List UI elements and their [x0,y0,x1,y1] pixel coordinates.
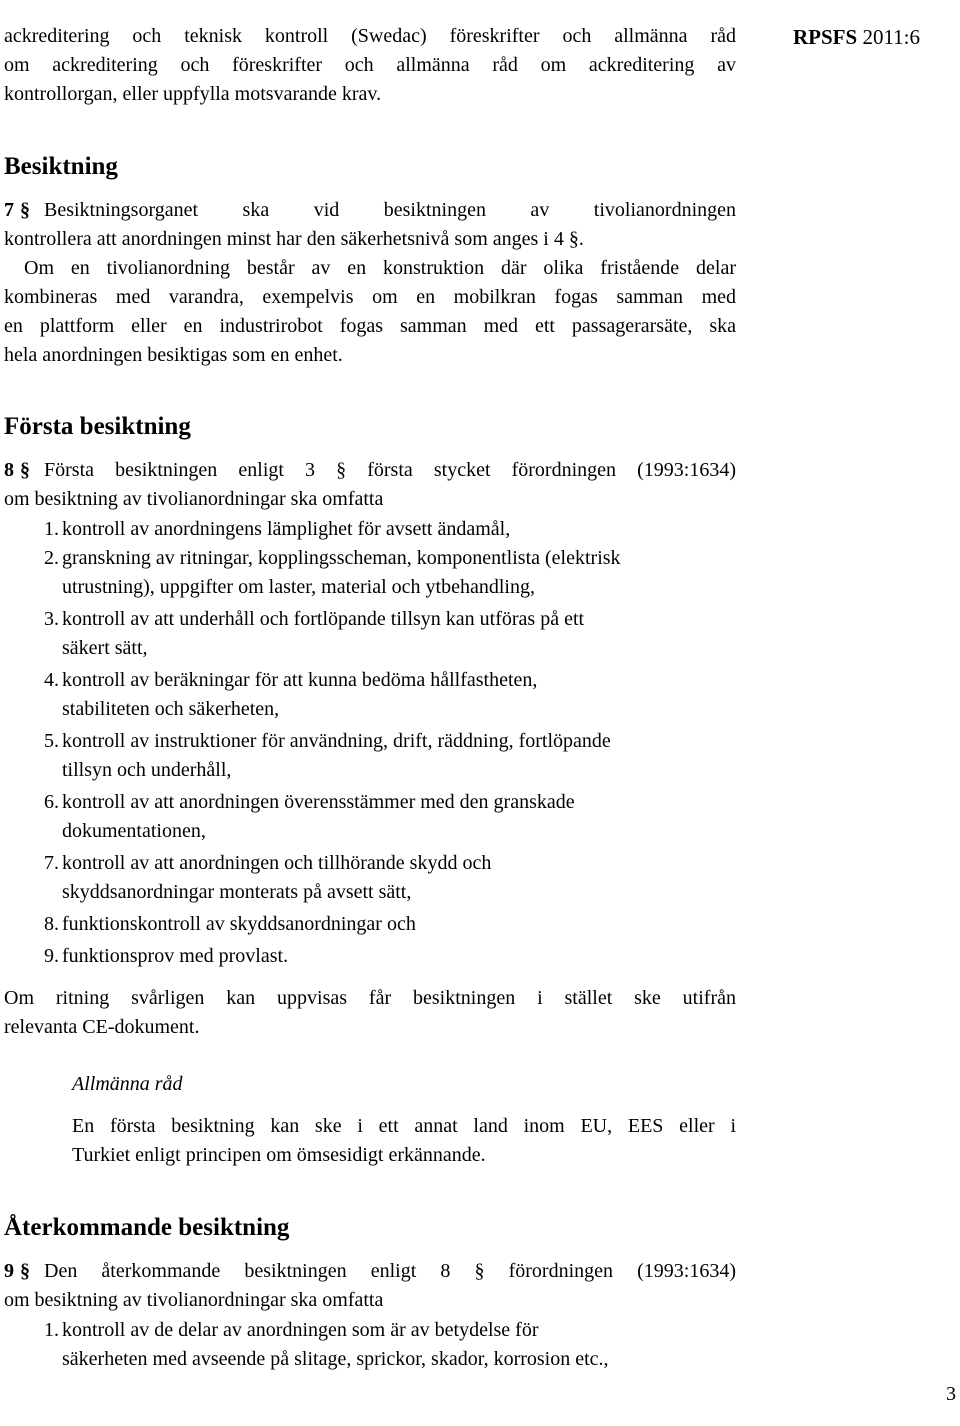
intro-line: kontrollorgan, eller uppfylla motsvarande krav. [4,83,382,105]
paragraph-line: kontrollera att anordningen minst har den säkerhetsnivå som anges i 4 §. [4,228,584,250]
list-item: 2. granskning av ritningar, kopplingsscheman, komponentlista (elektrisk utrustning), uppgifter om laster, material och ytbehandling, [44,547,621,598]
paragraph-sign: § [20,199,30,221]
list-item: 3. kontroll av att underhåll och fortlöpande tillsyn kan utföras på ett säkert sätt, [44,608,585,659]
section-heading-aterkommande-besiktning: Återkommande besiktning [4,1214,290,1241]
list-item: 4. kontroll av beräkningar för att kunna bedöma hållfastheten, stabiliteten och säkerheten, [44,669,538,720]
paragraph-line [4,456,736,485]
paragraph-line [4,1257,736,1286]
page-number: 3 [946,1383,956,1405]
general-advice-paragraph [72,1112,736,1170]
list-item: 1. kontroll av de delar av anordningen som är av betydelse för säkerheten med avseende på slitage, sprickor, skador, korrosion etc., [44,1319,609,1370]
list-item: 7. kontroll av att anordningen och tillhörande skydd och skyddsanordningar monterats på avsett sätt, [44,852,492,903]
list-item: 9. funktionsprov med provlast. [44,945,289,967]
document-id [793,22,920,52]
intro-paragraph [4,22,736,109]
paragraph-line: om besiktning av tivolianordningar ska omfatta [4,1289,384,1311]
list-item: 1. kontroll av anordningens lämplighet för avsett ändamål, [44,518,511,540]
list-item: 8. funktionskontroll av skyddsanordningar och [44,913,416,935]
paragraph-9 [4,1257,736,1315]
paragraph-sign: § [20,459,30,481]
intro-line: ackreditering och teknisk kontroll (Swedac) föreskrifter och allmänna råd [4,25,736,47]
general-advice-title: Allmänna råd [72,1073,183,1095]
paragraph-line: En första besiktning kan ske i ett annat land inom EU, EES eller i [72,1115,736,1137]
paragraph-line [4,196,736,225]
paragraph-line: relevanta CE-dokument. [4,1016,200,1038]
recurring-inspection-list [4,1316,744,1374]
paragraph-8 [4,456,736,514]
paragraph-line: Om en tivolianordning består av en konstruktion där olika fristående delar [24,257,736,279]
paragraph-line: Turkiet enligt principen om ömsesidigt erkännande. [72,1144,486,1166]
intro-line: om ackreditering och föreskrifter och allmänna råd om ackreditering av [4,54,736,76]
section-number: 9 [4,1260,14,1282]
paragraph-line: hela anordningen besiktigas som en enhet. [4,344,343,366]
paragraph-text: Besiktningsorganet ska vid besiktningen av tivolianordningen [44,199,736,221]
paragraph-line: en plattform eller en industrirobot fogas samman med ett passagerarsäte, ska [4,315,736,337]
list-item: 6. kontroll av att anordningen överensstämmer med den granskade dokumentationen, [44,791,575,842]
section-heading-forsta-besiktning: Första besiktning [4,413,191,440]
paragraph-line: Om ritning svårligen kan uppvisas får besiktningen i stället ske utifrån [4,987,736,1009]
paragraph-sign: § [20,1260,30,1282]
paragraph-text: Den återkommande besiktningen enligt 8 § förordningen (1993:1634) [44,1260,736,1282]
paragraph-text: Första besiktningen enligt 3 § första stycket förordningen (1993:1634) [44,459,736,481]
section-heading-besiktning: Besiktning [4,153,118,180]
list-item: 5. kontroll av instruktioner för användning, drift, räddning, fortlöpande tillsyn och underhåll, [44,730,611,781]
inspection-list [4,515,744,971]
document-series: RPSFS [793,25,858,49]
paragraph-line: kombineras med varandra, exempelvis om en mobilkran fogas samman med [4,286,736,308]
ce-paragraph [4,984,736,1042]
paragraph-line: om besiktning av tivolianordningar ska omfatta [4,488,384,510]
section-number: 8 [4,459,14,481]
paragraph-7 [4,196,736,370]
document-number: 2011:6 [862,25,920,49]
section-number: 7 [4,199,14,221]
